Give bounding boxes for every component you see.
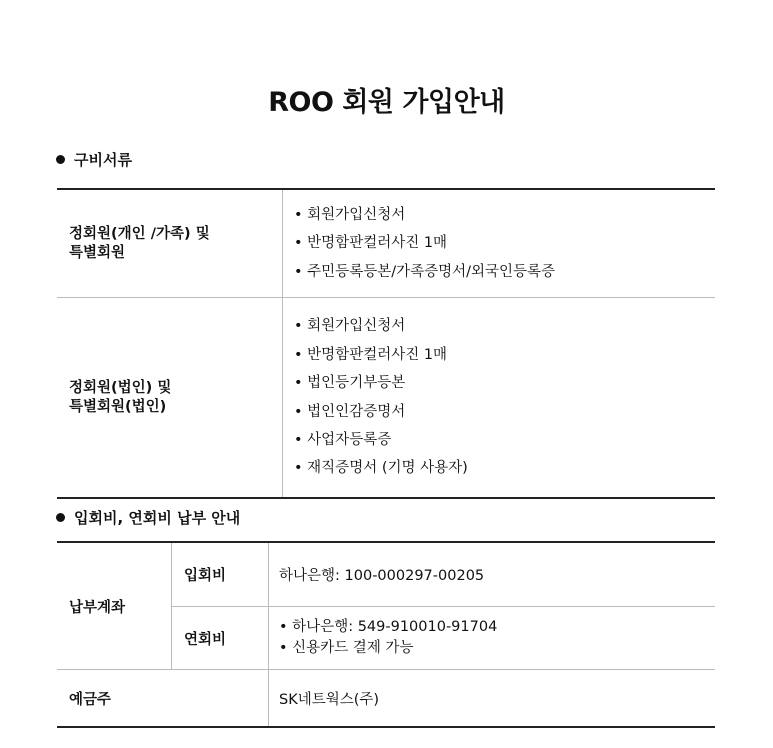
- fees-table: [57, 541, 715, 728]
- list-item: • 주민등록등본/가족증명서/외국인등록증: [294, 258, 714, 286]
- list-item: • 하나은행: 549-910010-91704: [279, 617, 714, 638]
- section-heading-label: 입회비, 연회비 납부 안내: [74, 509, 241, 527]
- list-item: • 반명함판컬러사진 1매: [294, 341, 714, 369]
- documents-table: [57, 188, 715, 499]
- list-item: • 신용카드 결제 가능: [279, 638, 714, 659]
- depositor-label: 예금주: [57, 670, 269, 728]
- row-label: [57, 298, 283, 499]
- section-heading-label: 구비서류: [74, 151, 132, 169]
- row-label-line: 정회원(개인 /가족) 및: [69, 225, 210, 242]
- list-item: • 회원가입신청서: [294, 312, 714, 340]
- page-title: ROO 회원 가입안내: [268, 87, 505, 118]
- account-label: 납부계좌: [57, 542, 172, 670]
- row-items: [283, 189, 716, 298]
- row-label-line: 정회원(법인) 및: [69, 379, 172, 396]
- entry-fee-label: 입회비: [172, 542, 269, 607]
- row-label-line: 특별회원: [69, 244, 126, 261]
- list-item: • 법인등기부등본: [294, 369, 714, 397]
- table-row: [57, 189, 715, 298]
- list-item: • 법인인감증명서: [294, 398, 714, 426]
- list-item: • 재직증명서 (기명 사용자): [294, 454, 714, 482]
- table-row: [57, 298, 715, 499]
- section-heading-fees: [56, 507, 240, 528]
- table-row: [57, 670, 715, 728]
- bullet-icon: [56, 155, 65, 164]
- row-label: [57, 189, 283, 298]
- depositor-value: SK네트웍스(주): [269, 670, 716, 728]
- annual-fee-value: [269, 607, 716, 670]
- list-item: • 사업자등록증: [294, 426, 714, 454]
- bullet-icon: [56, 513, 65, 522]
- list-item: • 회원가입신청서: [294, 201, 714, 229]
- section-heading-documents: [56, 149, 132, 170]
- entry-fee-value: 하나은행: 100-000297-00205: [279, 568, 485, 584]
- row-items: [283, 298, 716, 499]
- table-row: [57, 542, 715, 607]
- annual-fee-label: 연회비: [172, 607, 269, 670]
- row-label-line: 특별회원(법인): [69, 398, 167, 415]
- list-item: • 반명함판컬러사진 1매: [294, 229, 714, 257]
